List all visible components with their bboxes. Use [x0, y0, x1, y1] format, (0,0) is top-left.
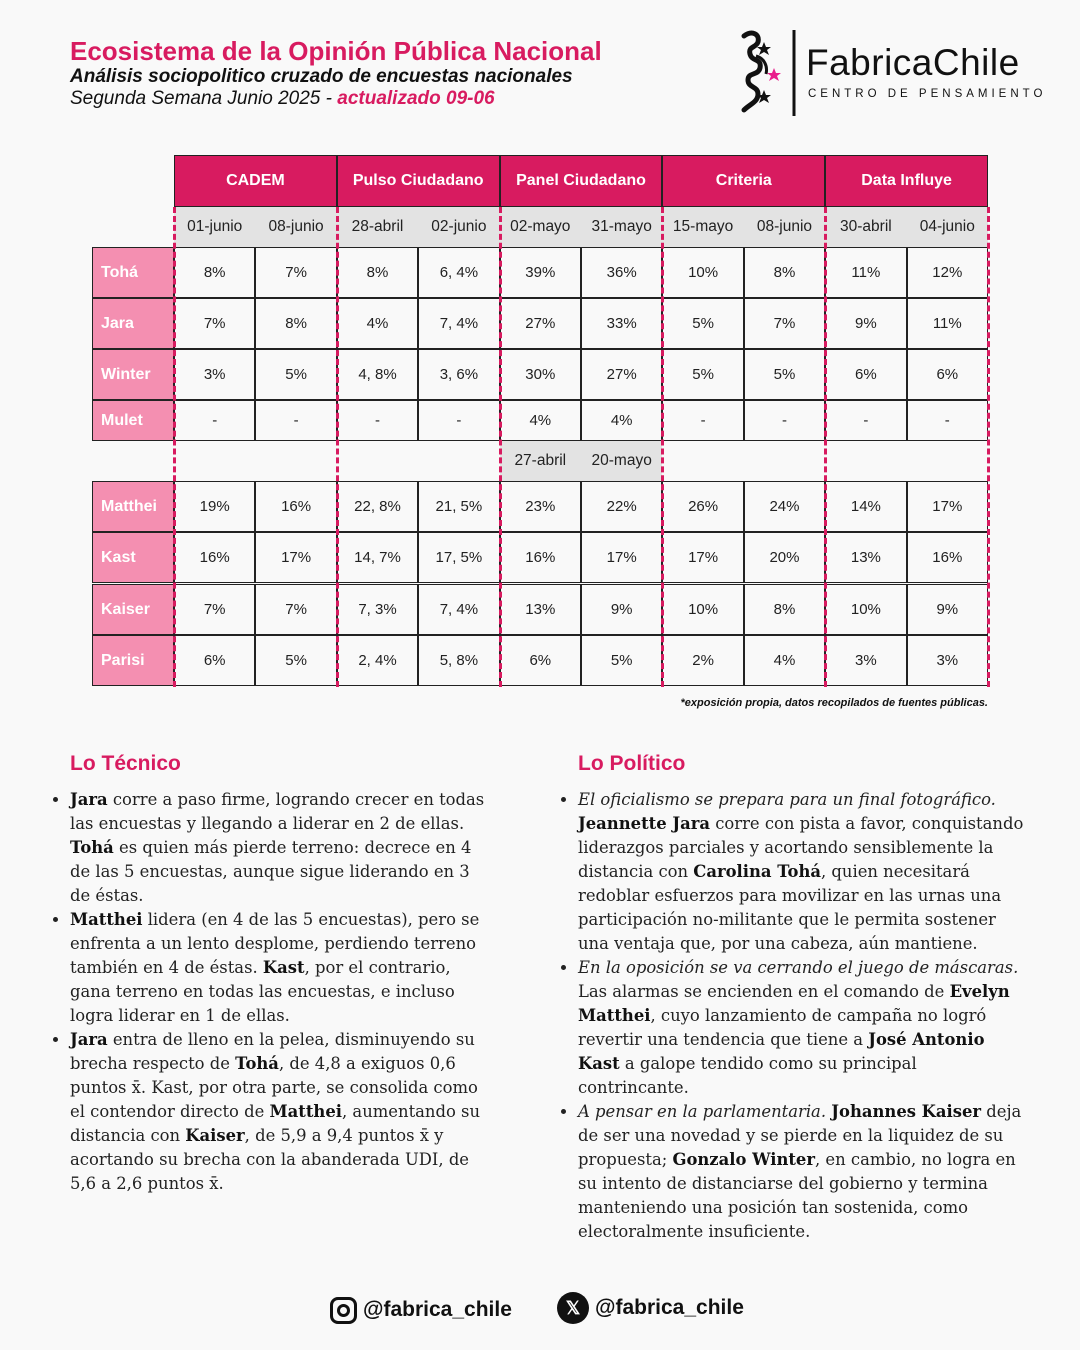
politico-item-3 [578, 1100, 1026, 1244]
dateline-text: Segunda Semana Junio 2025 - [70, 88, 338, 109]
table-cell: 2% [662, 635, 743, 686]
candidate-label: Tohá [92, 247, 174, 298]
body-text: , aumentando su distancia con [70, 1102, 481, 1145]
italic-text: A pensar en la parlamentaria. [578, 1102, 827, 1121]
table-cell: 6% [500, 635, 581, 686]
table-cell: 8% [337, 247, 418, 298]
candidate-label: Kaiser [92, 584, 174, 635]
table-cell: 17% [255, 532, 336, 583]
table-cell: - [337, 400, 418, 441]
table-cell: 27% [581, 349, 662, 400]
date-header: 01-junio [174, 207, 255, 247]
table-cell: 39% [500, 247, 581, 298]
table-cell: 17, 5% [418, 532, 499, 583]
group-divider [824, 207, 827, 687]
table-cell: 6% [907, 349, 988, 400]
table-cell: 3% [825, 635, 906, 686]
body-text: es quien más pierde terreno: decrece en 4 de las 5 encuestas, aunque sigue liderando en 3 de éstas. [70, 838, 472, 905]
table-cell: - [174, 400, 255, 441]
table-cell: 4, 8% [337, 349, 418, 400]
updated-label: actualizado 09-06 [337, 88, 495, 109]
table-cell: - [907, 400, 988, 441]
politico-item-1 [578, 788, 1026, 956]
table-cell: 10% [825, 584, 906, 635]
table-cell: 14, 7% [337, 532, 418, 583]
table-cell: - [255, 400, 336, 441]
table-cell: 22% [581, 481, 662, 532]
table-cell: 12% [907, 247, 988, 298]
date-header: 02-junio [418, 207, 499, 247]
table-cell: 5% [662, 349, 743, 400]
table-cell: 4% [581, 400, 662, 441]
strong-text: Johannes Kaiser [831, 1102, 982, 1121]
table-cell: 3% [907, 635, 988, 686]
strong-text: Tohá [70, 838, 114, 857]
fabricachile-logo [738, 28, 1058, 118]
table-cell: 13% [825, 532, 906, 583]
candidate-label: Parisi [92, 635, 174, 686]
table-cell: 5% [744, 349, 825, 400]
table-cell: 8% [255, 298, 336, 349]
table-cell: 33% [581, 298, 662, 349]
logo-name: FabricaChile [806, 42, 1020, 83]
page-subtitle: Análisis sociopolitico cruzado de encuestas nacionales [70, 66, 573, 87]
table-cell: 5% [662, 298, 743, 349]
table-cell: 5, 8% [418, 635, 499, 686]
date-header: 08-junio [255, 207, 336, 247]
date-header: 08-junio [744, 207, 825, 247]
date-header: 28-abril [337, 207, 418, 247]
candidate-label: Mulet [92, 400, 174, 441]
table-cell: 16% [174, 532, 255, 583]
strong-text: Matthei [269, 1102, 343, 1121]
tecnico-section [52, 752, 492, 1196]
tecnico-item-3 [70, 1028, 492, 1196]
strong-text: Jeannette Jara [578, 814, 710, 833]
dateline [70, 88, 495, 110]
table-cell: 7, 4% [418, 298, 499, 349]
table-cell: - [418, 400, 499, 441]
strong-text: Kaiser [185, 1126, 245, 1145]
table-cell: 16% [500, 532, 581, 583]
table-cell: 30% [500, 349, 581, 400]
group-divider [661, 207, 664, 687]
date-header: 04-junio [907, 207, 988, 247]
table-cell: 7% [744, 298, 825, 349]
table-cell: 16% [907, 532, 988, 583]
table-cell: 20% [744, 532, 825, 583]
table-cell: 5% [581, 635, 662, 686]
instagram-label: @fabrica_chile [363, 1298, 512, 1321]
table-cell: 19% [174, 481, 255, 532]
table-cell: 6% [174, 635, 255, 686]
table-cell: 2, 4% [337, 635, 418, 686]
politico-item-2 [578, 956, 1026, 1100]
table-cell: 8% [744, 247, 825, 298]
table-cell: 7% [255, 247, 336, 298]
table-cell: 23% [500, 481, 581, 532]
body-text: , por el contrario, gana terreno en todas las encuestas, e incluso logra liderar en 1 de ellas. [70, 958, 455, 1025]
date-header: 27-abril [500, 441, 581, 481]
date-header: 31-mayo [581, 207, 662, 247]
body-text: corre a paso firme, logrando crecer en todas las encuestas y llegando a liderar en 2 de ellas. [70, 790, 485, 833]
table-cell: 14% [825, 481, 906, 532]
table-cell: 22, 8% [337, 481, 418, 532]
table-cell: 9% [581, 584, 662, 635]
table-cell: 36% [581, 247, 662, 298]
instagram-icon [330, 1297, 357, 1324]
date-header: 02-mayo [500, 207, 581, 247]
table-cell: 7% [255, 584, 336, 635]
tecnico-item-2 [70, 908, 492, 1028]
body-text: , quien necesitará redoblar esfuerzos para movilizar en las urnas una participación no-militante que le permita sostener una ventaja que, por una cabeza, aún mantiene. [578, 862, 1002, 953]
table-cell: 3, 6% [418, 349, 499, 400]
body-text: , de 4,8 a exiguos 0,6 puntos x̄. Kast, por otra parte, se consolida como el contendor directo de [70, 1054, 478, 1121]
table-cell: 5% [255, 349, 336, 400]
table-cell: 26% [662, 481, 743, 532]
tecnico-list [52, 788, 492, 1196]
page-title: Ecosistema de la Opinión Pública Nacional [70, 36, 602, 66]
body-text: , cuyo lanzamiento de campaña no logró revertir una tendencia que tiene a [578, 1006, 987, 1049]
table-cell: 4% [337, 298, 418, 349]
candidate-label: Winter [92, 349, 174, 400]
strong-text: Kast [262, 958, 305, 977]
politico-section [560, 752, 1026, 1244]
body-text: corre con pista a favor, conquistando liderazgos parciales y acortando sensiblemente la distancia con [578, 814, 1024, 881]
strong-text: Jara [70, 790, 108, 809]
tecnico-heading: Lo Técnico [70, 752, 181, 775]
body-text: lidera (en 4 de las 5 encuestas), pero se enfrenta a un lento desplome, perdiendo terreno también en 4 de éstas. [70, 910, 480, 977]
source-note: *exposición propia, datos recopilados de fuentes públicas. [680, 697, 988, 709]
body-text: , en cambio, no logra en su intento de distanciarse del gobierno y termina manteniendo una posición tan sostenida, como electoralmente insuficiente. [578, 1150, 1016, 1241]
table-cell: - [825, 400, 906, 441]
body-text: Las alarmas se encienden en el comando de [578, 982, 950, 1001]
strong-text: Matthei [70, 910, 143, 929]
body-text: entra de lleno en la pelea, disminuyendo su brecha respecto de [70, 1030, 475, 1073]
candidate-label: Matthei [92, 481, 174, 532]
table-cell: 6, 4% [418, 247, 499, 298]
table-cell: 6% [825, 349, 906, 400]
body-text: a galope tendido como su principal contrincante. [578, 1054, 917, 1097]
logo-tagline: CENTRO DE PENSAMIENTO [808, 88, 1047, 100]
strong-text: Carolina Tohá [693, 862, 821, 881]
x-label: @fabrica_chile [595, 1296, 744, 1319]
source-header: Data Influye [825, 155, 988, 207]
source-header: Criteria [662, 155, 825, 207]
body-text: , de 5,9 a 9,4 puntos x̄ y acortando su brecha con la abanderada UDI, de 5,6 a 2,6 puntos x̄. [70, 1126, 470, 1193]
logo-mark-icon [738, 28, 798, 118]
table-cell: 8% [744, 584, 825, 635]
table-cell: 5% [255, 635, 336, 686]
candidate-label: Jara [92, 298, 174, 349]
table-cell: 11% [907, 298, 988, 349]
table-cell: 7, 4% [418, 584, 499, 635]
table-cell: 13% [500, 584, 581, 635]
tecnico-item-1 [70, 788, 492, 908]
group-divider [173, 207, 176, 687]
table-cell: 16% [255, 481, 336, 532]
table-cell: 7, 3% [337, 584, 418, 635]
strong-text: Tohá [235, 1054, 279, 1073]
candidate-label: Kast [92, 532, 174, 583]
table-cell: 3% [174, 349, 255, 400]
group-divider [499, 207, 502, 687]
table-cell: 4% [744, 635, 825, 686]
table-cell: 24% [744, 481, 825, 532]
italic-text: El oficialismo se prepara para un final fotográfico. [578, 790, 996, 809]
table-cell: 11% [825, 247, 906, 298]
body-text: deja de ser una novedad y se pierde en la liquidez de su propuesta; [578, 1102, 1022, 1169]
group-divider [336, 207, 339, 687]
table-cell: - [744, 400, 825, 441]
x-handle[interactable] [557, 1290, 744, 1326]
date-header: 20-mayo [581, 441, 662, 481]
table-cell: 9% [825, 298, 906, 349]
date-header: 30-abril [825, 207, 906, 247]
politico-list [560, 788, 1026, 1244]
strong-text: Gonzalo Winter [672, 1150, 815, 1169]
table-cell: 27% [500, 298, 581, 349]
source-header: Pulso Ciudadano [337, 155, 500, 207]
table-cell: - [662, 400, 743, 441]
table-cell: 10% [662, 247, 743, 298]
strong-text: Jara [70, 1030, 108, 1049]
instagram-handle[interactable] [330, 1292, 512, 1328]
table-cell: 8% [174, 247, 255, 298]
strong-text: José Antonio Kast [578, 1030, 985, 1073]
date-header: 15-mayo [662, 207, 743, 247]
table-cell: 7% [174, 584, 255, 635]
table-cell: 10% [662, 584, 743, 635]
source-header: Panel Ciudadano [500, 155, 663, 207]
table-cell: 4% [500, 400, 581, 441]
strong-text: Evelyn Matthei [578, 982, 1010, 1025]
source-header: CADEM [174, 155, 337, 207]
italic-text: En la oposición se va cerrando el juego de máscaras. [578, 958, 1019, 977]
table-cell: 7% [174, 298, 255, 349]
table-cell: 17% [907, 481, 988, 532]
table-cell: 17% [581, 532, 662, 583]
politico-heading: Lo Político [578, 752, 686, 775]
table-cell: 17% [662, 532, 743, 583]
group-divider [987, 207, 990, 687]
table-cell: 9% [907, 584, 988, 635]
x-logo-icon: 𝕏 [557, 1292, 589, 1324]
table-cell: 21, 5% [418, 481, 499, 532]
